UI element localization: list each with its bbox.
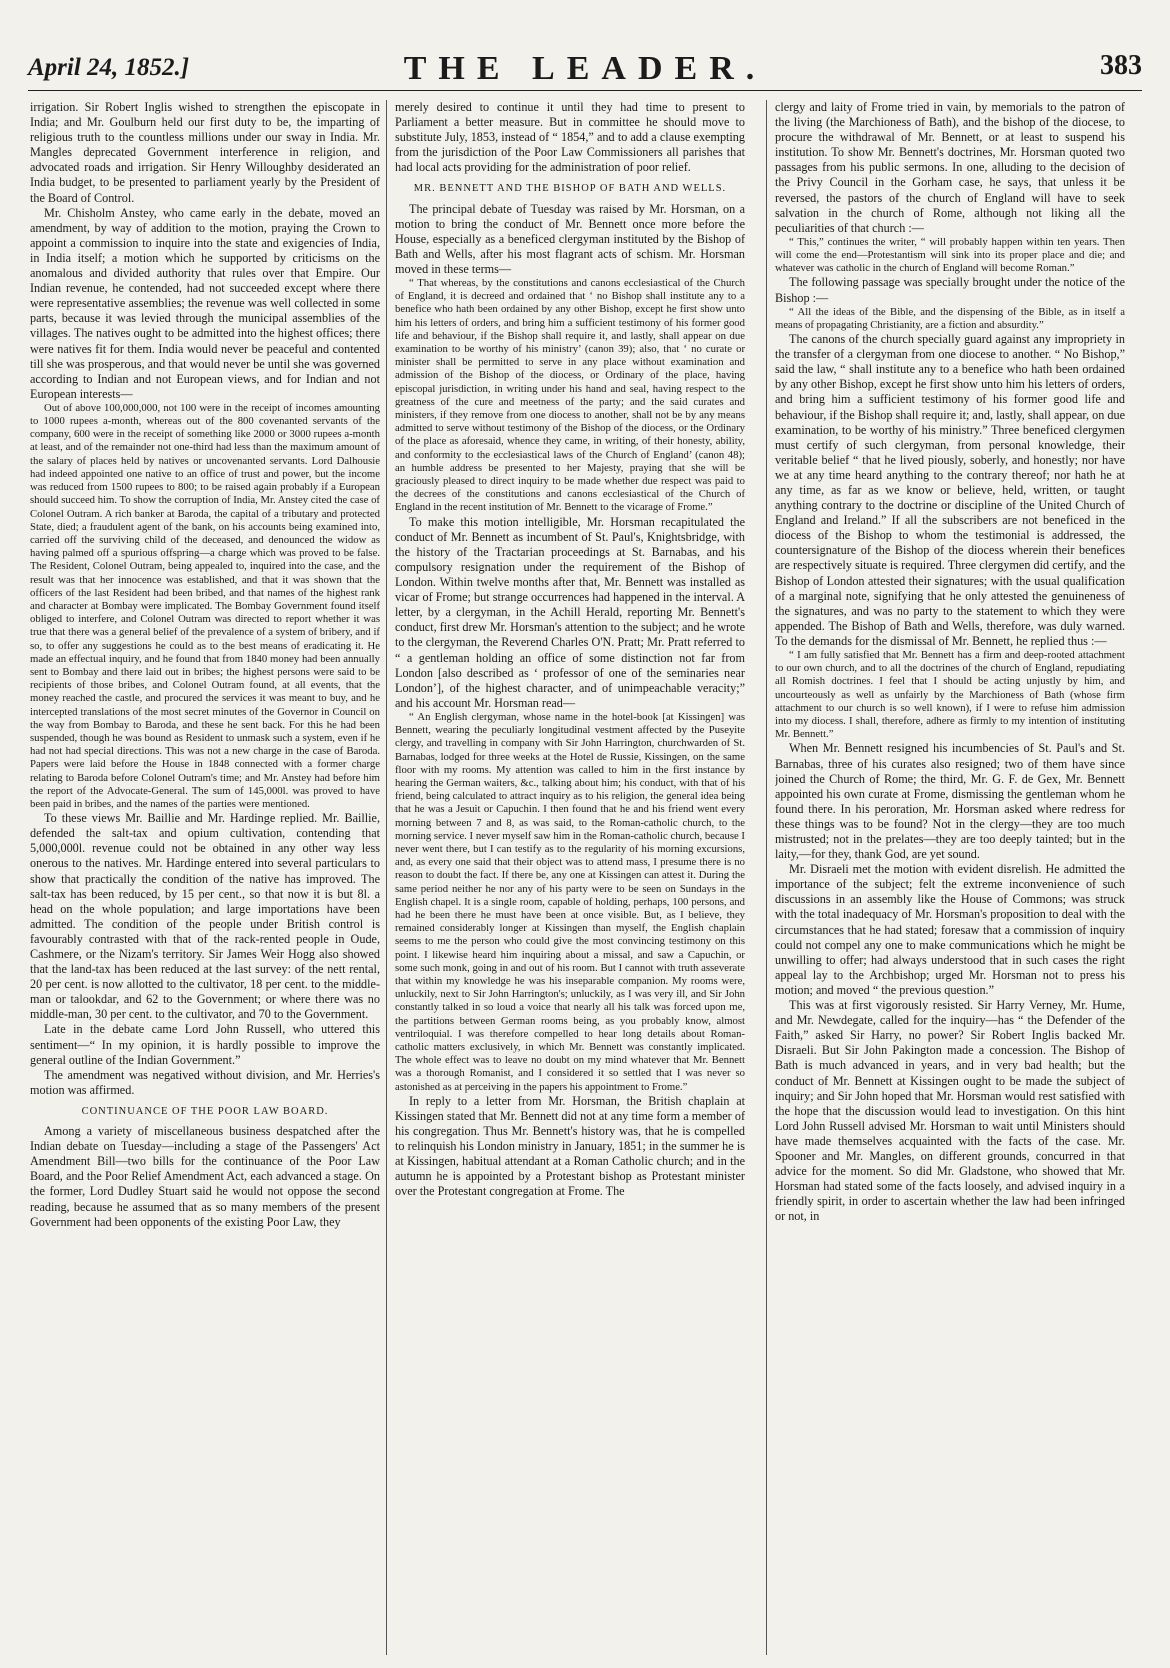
paragraph: irrigation. Sir Robert Inglis wished to strengthen the episcopate in India; and Mr. Goulburn held our first duty to be, the imparting of religious truth to the countless millions under our sway in India. Mr. Mangles deprecated Government interference in religion, and advocated roads and irrigation. Sir Henry Willoughby desiderated an India budget, to be presented to parliament yearly by the President of the Board of Control. — [30, 100, 380, 205]
article-column-3 — [775, 100, 1125, 1660]
article-column-1 — [30, 100, 380, 1660]
paragraph: Late in the debate came Lord John Russell, who uttered this sentiment—“ In my opinion, it is hardly possible to improve the general outline of the Indian Government.” — [30, 1022, 380, 1067]
quoted-passage: Out of above 100,000,000, not 100 were in the receipt of incomes amounting to 1000 rupees a-month, whereas out of the 800 covenanted servants of the company, 600 were in the receipt of something like 2000 or 3000 rupees a-month at least, and of the remainder not one-third had less than the maximum amount of the salary of places held by natives or uncovenanted servants. Lord Dalhousie had indeed appointed one native to an office of trust and power, but the income was reduced from 1500 rupees to 800; to be raised again probably if a European should succeed him. To show the corruption of India, Mr. Anstey cited the case of Colonel Outram. A rich banker at Baroda, the capital of a tributary and protected State, died; a fraudulent agent of the bank, on his accounts being examined into, carried off the surviving child of the deceased, and denounced the widow as having palmed off a spurious offspring—a charge which was proved to be false. The Resident, Colonel Outram, being appealed to, inquired into the case, and the result was that her innocence was established, and that it was shown that the officers of the last Resident had been bribed, and that names of the highest rank and character at Bombay were implicated. The Bombay Government found itself obliged to interfere, and Colonel Outram was directed to report whether it was true that there was a general belief of the prevalence of a system of bribery, and if so, to offer any suggestions he could as to the best means of eradicating it. He made an effectual inquiry, and he found that from 1840 money had been annually sent to Bombay and there laid out in bribes; the highest persons were said to be recipients of those bribes, and Colonel Outram found, at all events, that the money reached the castle, and procured the services it was meant to buy, and he intercepted translations of the most secret minutes of the Governor in Council on the way from Bombay to Baroda, and these he sent back. For this he had been suspended, though he was bound as Resident to unmask such a system, even if he had not had special directions. This was not a new charge in the case of Baroda. Papers were laid before the House in 1848 connected with a former charge relating to Baroda before Colonel Outram's time; and Mr. Anstey had before him the report of the Advocate-General. The sum of 145,000l. was proved to have been paid in bribes, and the names of the parties were mentioned. — [30, 401, 380, 810]
page-number: 383 — [1100, 50, 1142, 81]
paragraph: clergy and laity of Frome tried in vain, by memorials to the patron of the living (the Marchioness of Bath), and the bishop of the diocese, to procure the withdrawal of Mr. Bennett, or at least to suspend his institution. To show Mr. Bennett's doctrines, Mr. Horsman quoted two passages from his public sermons. In one, alluding to the decision of the Privy Council in the Gorham case, he says, that unless it be reversed, the pastors of the church of England will have to seek salvation in the church of Rome, although not liking all the peculiarities of that church :— — [775, 100, 1125, 235]
quoted-passage: “ That whereas, by the constitutions and canons ecclesiastical of the Church of England, it is decreed and ordained that ‘ no Bishop shall institute any to a benefice who hath been ordained by any other Bishop, except he first show unto him his letters of orders, and bring him a sufficient testimony of his former good life and behaviour, if the Bishop shall require it, and lastly, shall appear on due examination to be worthy of his ministry’ (canon 39); also, that ‘ no curate or minister shall be permitted to serve in any place without examination and admission of the Bishop of the diocess, or Ordinary of the place, having episcopal jurisdiction, in writing under his hand and seal, having respect to the greatness of the cure and meetness of the party; and the said curates and ministers, if they remove from one diocess to another, shall not be by any means admitted to serve without testimony of the Bishop of the diocess, or the Ordinary of the place as aforesaid, whence they came, in writing, of their honesty, ability, and conformity to the ecclesiastical laws of the Church of England’ (canon 48); an humble address be presented to her Majesty, praying that she will be graciously pleased to direct inquiry to be made whether due respect was paid to the decrees of the constitutions and canons ecclesiastical of the Church of England in the recent institution of Mr. Bennett to the vicarage of Frome.” — [395, 277, 745, 514]
masthead-title: THE LEADER. — [403, 50, 767, 87]
paragraph: This was at first vigorously resisted. Sir Harry Verney, Mr. Hume, and Mr. Newdegate, called for the inquiry—has “ the Defender of the Faith,” asked Sir Harry, no power? Sir Robert Inglis backed Mr. Disraeli. But Sir John Pakington made a concession. The Bishop of Bath is much advanced in years, and in very bad health; but the conduct of Mr. Bennett at Kissingen ought to be made the subject of inquiry; and Sir John hoped that Mr. Horsman would rest satisfied with the hope that the discussion would lead to investigation. On this hint Lord John Russell advised Mr. Horsman to wait until Ministers should have made themselves acquainted with the facts of the case. Mr. Spooner and Mr. Mangles, on different grounds, concurred in that advice for the moment. So did Mr. Gladstone, who showed that Mr. Horsman had stated some of the facts loosely, and advised inquiry in a friendly spirit, in order to ascertain whether the law had been infringed or not, in — [775, 998, 1125, 1224]
quoted-passage: “ An English clergyman, whose name in the hotel-book [at Kissingen] was Bennett, wearing the peculiarly longitudinal vestment affected by the Puseyite clergy, and travelling in company with Sir John Harrington, churchwarden of St. Barnabas, lodged for three weeks at the Hotel de Russie, Kissingen, on the same floor with my rooms. My attention was called to him in the first instance by hearing the German waiters, &c., talking about him; his conduct, with that of his friend, being calculated to attract inquiry as to his religion, the general idea being that he was a Jesuit or Capuchin. I then found that he and his friend went every morning between 7 and 8, as was said, to the Roman-catholic church, to the morning service. I never myself saw him in the Roman-catholic church, because I never went there, but I can testify as to the regularity of his morning excursions, and, as every one said that their object was to attend mass, I presume there is no reason to doubt the fact. If there be, any one at Kissingen can attest it. During the same period neither he nor any of his party were to be seen on Sundays in the English chapel. It is a single room, capable of holding, perhaps, 100 persons, and had he been there he must have been at once visible. But, as I believe, they remained considerably longer at Kissingen than myself, the English chaplain seems to me the person who could give the most convincing testimony on this point. I likewise heard him inquiring about a missal, and saw a Capuchin, or some such monk, going in and out of his room. But I cannot with truth asseverate that within my knowledge he was his inseparable companion. My rooms were, unluckily, next to Sir John Harrington's; unluckily, as I was very ill, and Sir John constantly talked in so loud a voice that nearly all his talk was forced upon me, the partitions between German rooms being, as you probably know, almost ventriloquial. I was therefore compelled to hear long details about Roman-catholic matters exclusively, in which Mr. Bennett was constantly implicated. The whole effect was to leave no doubt on my mind whatever that Mr. Bennett was a thorough Romanist, and I considered it so settled that I was never so astonished as at perceiving in the papers his appointment to Frome.” — [395, 710, 745, 1093]
paragraph: The canons of the church specially guard against any impropriety in the transfer of a clergyman from one diocese to another. “ No Bishop,” said the law, “ shall institute any to a benefice who hath been ordained by any other Bishop, except he first show unto him his letters of orders, and bring him a sufficient testimony of his former good life and behaviour, if the Bishop shall require it; and, lastly, shall appear, on due examination, to be worthy of his ministry.” Three beneficed clergymen must certify of such clergyman, from personal knowledge, their veritable belief “ that he lived piously, soberly, and honestly; nor have we at any time heard anything to the contrary thereof; nor hath he at any time, as far as we know or believe, held, written, or taught anything contrary to the doctrine or discipline of the United Church of England and Ireland.” If all the subscribers are not beneficed in the diocess of the Bishop to whom the testimonial is addressed, the countersignature of the Bishop of the diocess wherein their benefices are respectively situate is required. Three clergymen did certify, and the Bishop of London attested their signatures; with the usual qualification of a marginal note, signifying that he only attested the genuineness of the signatures, and was no party to the statement to which they were appended. The Bishop of Bath and Wells, therefore, was duly warned. To the demands for the dismissal of Mr. Bennett, he replied thus :— — [775, 332, 1125, 648]
article-column-2 — [395, 100, 745, 1660]
quoted-passage: “ All the ideas of the Bible, and the dispensing of the Bible, as in itself a means of propagating Christianity, are a fiction and absurdity.” — [775, 305, 1125, 331]
paragraph: The principal debate of Tuesday was raised by Mr. Horsman, on a motion to bring the conduct of Mr. Bennett once more before the House, especially as a beneficed clergyman instituted by the Bishop of Bath and Wells, after his most flagrant acts of schism. Mr. Horsman moved in these terms— — [395, 201, 745, 276]
paragraph: When Mr. Bennett resigned his incumbencies of St. Paul's and St. Barnabas, three of his curates also resigned; two of them have since joined the Church of Rome; the third, Mr. G. F. de Gex, Mr. Bennett appointed his own curate at Frome, dismissing the gentleman whom he found there. In his peroration, Mr. Horsman asked where redress for these things was to be found? Not in the clergy—they are too much mistrusted; not in the prelates—they are too deeply tainted; but in the laity,—for they, thank God, are yet sound. — [775, 741, 1125, 862]
paragraph: merely desired to continue it until they had time to present to Parliament a better measure. But in committee he should move to substitute July, 1853, instead of “ 1854,” and to add a clause exempting from the jurisdiction of the Poor Law Commissioners all parishes that had local acts providing for the administration of poor relief. — [395, 100, 745, 175]
paragraph: In reply to a letter from Mr. Horsman, the British chaplain at Kissingen stated that Mr. Bennett did not at any time form a member of his congregation. Thus Mr. Bennett's history was, that he is compelled to relinquish his London ministry in January, 1851; in the summer he is at Kissingen, habitual attendant at a Roman Catholic church; and in the autumn he is appointed by a Protestant bishop as Protestant minister over the Protestant congregation at Frome. The — [395, 1093, 745, 1199]
paragraph: Mr. Disraeli met the motion with evident disrelish. He admitted the importance of the subject; felt the extreme inconvenience of such discussions in an assembly like the House of Commons; was struck with the total inadequacy of Mr. Horsman's proposition to deal with the circumstances that he had stated; foresaw that a commission of inquiry could not compel any one to make communications which he might be unwilling to offer; had always understood that in such cases the right appeal lay to the Archbishop; urged Mr. Horsman not to press his motion; and moved “ the previous question.” — [775, 862, 1125, 997]
paragraph: The following passage was specially brought under the notice of the Bishop :— — [775, 275, 1125, 305]
section-heading: MR. BENNETT AND THE BISHOP OF BATH AND WELLS. — [413, 183, 727, 195]
column-rule — [766, 100, 767, 1655]
paragraph: The amendment was negatived without division, and Mr. Herries's motion was affirmed. — [30, 1067, 380, 1097]
section-heading: CONTINUANCE OF THE POOR LAW BOARD. — [81, 1105, 329, 1117]
paragraph: Mr. Chisholm Anstey, who came early in the debate, moved an amendment, by way of addition to the motion, praying the Crown to appoint a commission to inquire into the state and exigencies of India, in India itself; a motion which he supported by criticisms on the anomalous and divided authority that rules over that Empire. Our Indian revenue, he contended, had not succeeded except where there were representative assemblies; the revenue was well collected in some parts, because it was levied through the municipal assemblies of the villages. The natives ought to be admitted into the highest offices; there were natives fit for them. India would never be peaceful and contented till she was prosperous, and that would never be until she was governed according to Indian and not European views, and for Indian and not European interests— — [30, 205, 380, 401]
paragraph: Among a variety of miscellaneous business despatched after the Indian debate on Tuesday—including a stage of the Passengers' Act Amendment Bill—two bills for the continuance of the Poor Law Board, and the Poor Relief Amendment Act, each advanced a stage. On the former, Lord Dudley Stuart said he would not oppose the second reading, because he assumed that as so many members of the present Government had been opponents of the existing Poor Law, they — [30, 1124, 380, 1229]
paragraph: To these views Mr. Baillie and Mr. Hardinge replied. Mr. Baillie, defended the salt-tax and opium cultivation, contending that 5,000,000l. revenue could not be obtained in any other way less onerous to the natives. Mr. Hardinge entered into several particulars to show that practically the condition of the native has improved. The salt-tax has been reduced, by 15 per cent., so that now it is but 8l. a head on the whole population; and large importations have been admitted. The condition of the people under British control is favourably contrasted with that of the rack-rented people in Oude, Cashmere, or the Nizam's territory. Sir James Weir Hogg also showed that the land-tax has been reduced at the last survey: of the nett rental, 20 per cent. is now allotted to the cultivator, 18 per cent. to the middle-man or talookdar, and 62 to the Government; or where there was no middle-man, 30 per cent. to the cultivator, and 70 to the Government. — [30, 811, 380, 1022]
column-rule — [386, 100, 387, 1655]
paragraph: To make this motion intelligible, Mr. Horsman recapitulated the conduct of Mr. Bennett as incumbent of St. Paul's, Knightsbridge, with the history of the Tractarian proceedings at St. Barnabas, and his compulsory resignation under the requirement of the Bishop of London. Within twelve months after that, Mr. Bennett was installed as vicar of Frome; but strange occurrences had happened in the interval. A letter, by a clergyman, in the Achill Herald, reporting Mr. Bennett's conduct, first drew Mr. Horsman's attention to the subject; and he wrote to the clergyman, the Reverend Charles O'N. Pratt; Mr. Pratt referred to “ a gentleman holding an office of some distinction not far from London [also described as ‘ professor of one of the seminaries near London’], of the highest character, and of unimpeachable veracity;” and his account Mr. Horsman read— — [395, 514, 745, 710]
issue-date: April 24, 1852.] — [28, 54, 190, 81]
quoted-passage: “ This,” continues the writer, “ will probably happen within ten years. Then will come the end—Protestantism will sink into its proper place and die; and whatever was catholic in the church of England will become Roman.” — [775, 235, 1125, 275]
quoted-passage: “ I am fully satisfied that Mr. Bennett has a firm and deep-rooted attachment to our own church, and to all the doctrines of the church of England, repudiating all Romish doctrines. I feel that I should be acting unjustly by him, and uncourteously as well as unfairly by the Marchioness of Bath (whose firm attachment to our church is so well known), if I were to refuse him admission into my diocess. I shall, therefore, adhere as firmly to my intention of instituting Mr. Bennett.” — [775, 649, 1125, 741]
page-header — [28, 50, 1142, 91]
